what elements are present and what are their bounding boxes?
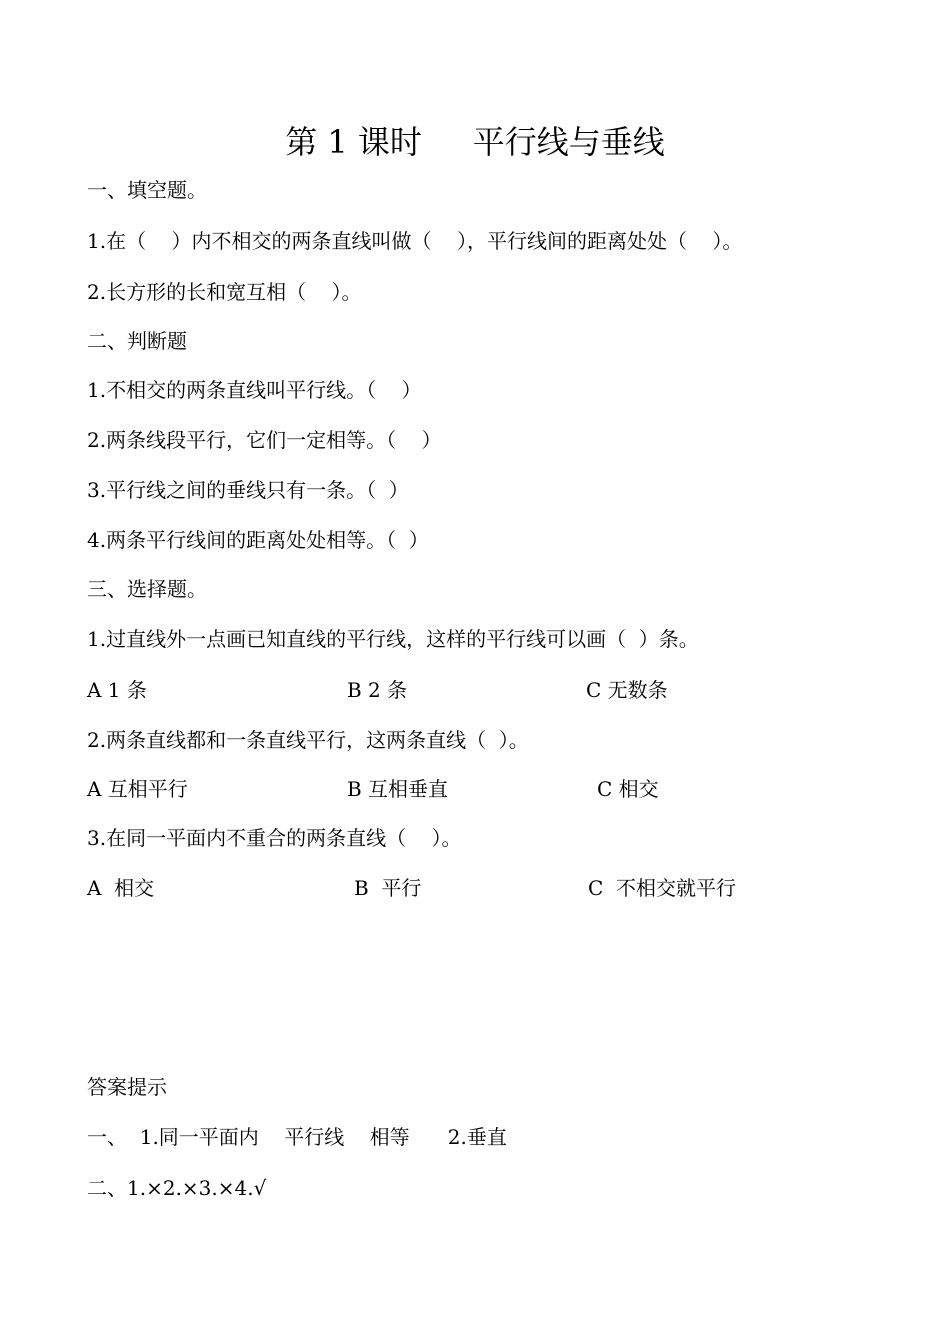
answers-line-2: 二、1.×2.×3.×4.√ xyxy=(87,1176,267,1200)
judge-question-4: 4.两条平行线间的距离处处相等。（ ） xyxy=(87,528,429,552)
page-title: 第 1 课时 平行线与垂线 xyxy=(285,123,665,161)
choice-1-option-a: A 1 条 xyxy=(87,678,147,702)
answers-heading: 答案提示 xyxy=(87,1075,167,1099)
choice-question-1: 1.过直线外一点画已知直线的平行线，这样的平行线可以画（ ）条。 xyxy=(87,627,699,651)
choice-1-option-c: C 无数条 xyxy=(586,678,668,702)
choice-question-3: 3.在同一平面内不重合的两条直线（ ）。 xyxy=(87,826,462,850)
choice-question-2: 2.两条直线都和一条直线平行，这两条直线（ ）。 xyxy=(87,728,529,752)
choice-1-option-b: B 2 条 xyxy=(347,678,408,702)
section3-heading: 三、选择题。 xyxy=(87,577,207,601)
judge-question-1: 1.不相交的两条直线叫平行线。（ ） xyxy=(87,378,422,402)
section1-heading: 一、填空题。 xyxy=(87,178,207,202)
fill-question-2: 2.长方形的长和宽互相（ ）。 xyxy=(87,280,362,304)
choice-3-option-c: C 不相交就平行 xyxy=(588,876,737,900)
fill-question-1: 1.在（ ）内不相交的两条直线叫做（ ），平行线间的距离处处（ ）。 xyxy=(87,229,743,253)
choice-2-option-b: B 互相垂直 xyxy=(347,777,449,801)
choice-3-option-b: B 平行 xyxy=(354,876,422,900)
judge-question-2: 2.两条线段平行，它们一定相等。（ ） xyxy=(87,428,442,452)
section2-heading: 二、判断题 xyxy=(87,329,187,353)
choice-3-option-a: A 相交 xyxy=(87,876,155,900)
choice-2-option-c: C 相交 xyxy=(597,777,659,801)
judge-question-3: 3.平行线之间的垂线只有一条。（ ） xyxy=(87,478,409,502)
choice-2-option-a: A 互相平行 xyxy=(87,777,188,801)
answers-line-1: 一、 1.同一平面内 平行线 相等 2.垂直 xyxy=(87,1125,507,1149)
